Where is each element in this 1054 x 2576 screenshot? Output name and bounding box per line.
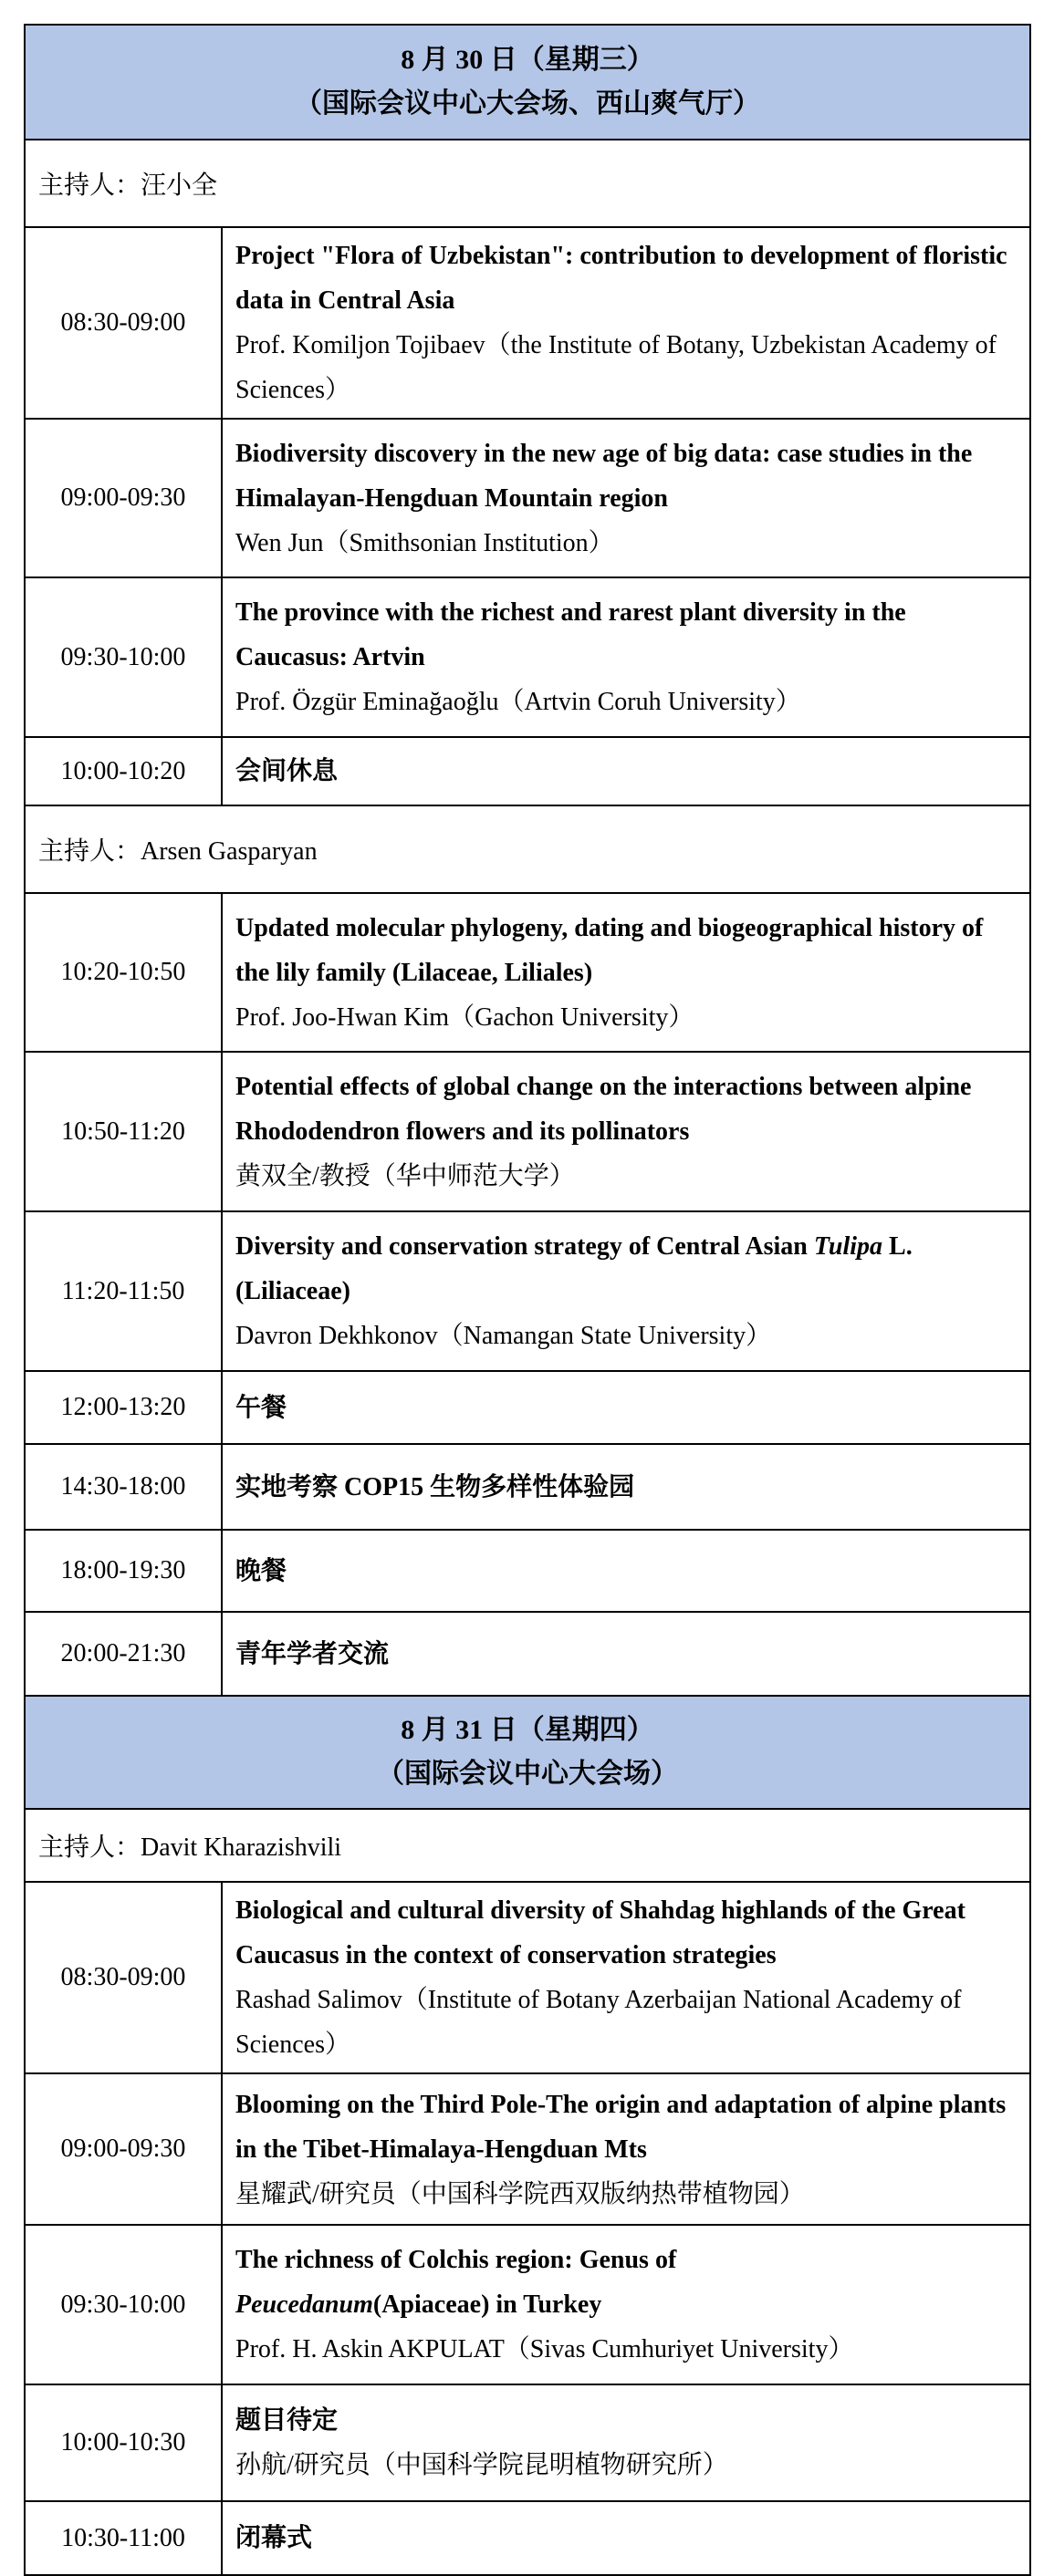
talk-title: Potential effects of global change on the interactions between alpine Rhododendron flowers and its pollinators xyxy=(235,1073,972,1146)
schedule-row xyxy=(26,2072,1029,2224)
event-label: 青年学者交流 xyxy=(235,1639,390,1668)
talk-speaker: 孙航/研究员（中国科学院昆明植物研究所） xyxy=(235,2451,728,2479)
time-slot: 09:00-09:30 xyxy=(26,2074,223,2224)
talk-title-part: L. (Liliaceae) xyxy=(235,1232,913,1305)
talk-cell xyxy=(223,420,1029,576)
time-slot: 18:00-19:30 xyxy=(26,1531,223,1611)
schedule-row xyxy=(26,1443,1029,1529)
talk-speaker: Rashad Salimov（Institute of Botany Azerbaijan National Academy of Sciences） xyxy=(235,1986,962,2059)
talk-title: Biological and cultural diversity of Shahdag highlands of the Great Caucasus in the context of conservation strategies xyxy=(235,1896,965,1969)
talk-cell xyxy=(223,228,1029,418)
schedule-table xyxy=(24,24,1031,2576)
host-label: 主持人：Arsen Gasparyan xyxy=(38,837,318,866)
time-slot: 20:00-21:30 xyxy=(26,1613,223,1695)
event-cell xyxy=(223,738,1029,805)
talk-speaker: Prof. Özgür Eminağaoğlu（Artvin Coruh University） xyxy=(235,688,801,716)
event-cell xyxy=(223,1531,1029,1611)
schedule-row xyxy=(26,736,1029,805)
schedule-row xyxy=(26,1529,1029,1611)
talk-speaker: Prof. Komiljon Tojibaev（the Institute of Botany, Uzbekistan Academy of Sciences） xyxy=(235,331,997,404)
schedule-row xyxy=(26,1051,1029,1210)
day-header xyxy=(26,26,1029,139)
talk-speaker: Prof. H. Askin AKPULAT（Sivas Cumhuriyet University） xyxy=(235,2335,854,2363)
schedule-row xyxy=(26,1370,1029,1443)
day-date: 8 月 30 日（星期三） xyxy=(401,45,654,75)
taxon-name: Tulipa xyxy=(813,1232,883,1261)
event-label: 实地考察 COP15 生物多样性体验园 xyxy=(235,1472,635,1501)
time-slot: 10:50-11:20 xyxy=(26,1053,223,1210)
session-host xyxy=(26,805,1029,892)
event-label: 晚餐 xyxy=(235,1556,287,1585)
talk-title xyxy=(235,2238,1017,2327)
time-slot: 11:20-11:50 xyxy=(26,1212,223,1370)
time-slot: 14:30-18:00 xyxy=(26,1445,223,1529)
schedule-row xyxy=(26,1210,1029,1370)
talk-title: Biodiversity discovery in the new age of big data: case studies in the Himalayan-Hengduan Mountain region xyxy=(235,439,973,513)
talk-title: Updated molecular phylogeny, dating and biogeographical history of the lily family (Lilaceae, Liliales) xyxy=(235,913,984,987)
day-header xyxy=(26,1695,1029,1808)
talk-cell xyxy=(223,2226,1029,2384)
event-label: 闭幕式 xyxy=(235,2524,313,2552)
talk-title: Blooming on the Third Pole-The origin and adaptation of alpine plants in the Tibet-Himalaya-Hengduan Mts xyxy=(235,2090,1007,2164)
event-cell xyxy=(223,1372,1029,1443)
schedule-row xyxy=(26,418,1029,576)
session-host xyxy=(26,139,1029,226)
time-slot: 08:30-09:00 xyxy=(26,1883,223,2072)
event-label: 午餐 xyxy=(235,1393,287,1422)
talk-title-part: Diversity and conservation strategy of Central Asian xyxy=(235,1232,814,1261)
time-slot: 09:00-09:30 xyxy=(26,420,223,576)
talk-speaker: Wen Jun（Smithsonian Institution） xyxy=(235,528,614,557)
schedule-row xyxy=(26,1611,1029,1695)
talk-speaker: 星耀武/研究员（中国科学院西双版纳热带植物园） xyxy=(235,2179,805,2208)
schedule-row xyxy=(26,2384,1029,2500)
talk-cell xyxy=(223,578,1029,736)
talk-title xyxy=(235,1224,1017,1314)
host-label: 主持人：汪小全 xyxy=(38,171,218,200)
talk-cell xyxy=(223,1212,1029,1370)
schedule-row xyxy=(26,2224,1029,2384)
time-slot: 12:00-13:20 xyxy=(26,1372,223,1443)
talk-cell xyxy=(223,2385,1029,2500)
time-slot: 09:30-10:00 xyxy=(26,578,223,736)
talk-title-part: The richness of Colchis region: Genus of xyxy=(235,2246,677,2274)
session-host xyxy=(26,1808,1029,1881)
talk-speaker: 黄双全/教授（华中师范大学） xyxy=(235,1162,575,1190)
schedule-row xyxy=(26,2500,1029,2574)
schedule-row xyxy=(26,226,1029,418)
talk-title-part: (Apiaceae) in Turkey xyxy=(372,2290,602,2319)
talk-speaker: Davron Dekhkonov（Namangan State University） xyxy=(235,1322,772,1350)
talk-title: The province with the richest and rarest plant diversity in the Caucasus: Artvin xyxy=(235,598,906,671)
time-slot: 09:30-10:00 xyxy=(26,2226,223,2384)
event-cell xyxy=(223,2502,1029,2574)
time-slot: 10:20-10:50 xyxy=(26,894,223,1051)
day-date: 8 月 31 日（星期四） xyxy=(401,1715,654,1745)
time-slot: 10:00-10:30 xyxy=(26,2385,223,2500)
talk-title: 题目待定 xyxy=(235,2406,339,2435)
talk-cell xyxy=(223,1883,1029,2072)
day-venue: （国际会议中心大会场、西山爽气厅） xyxy=(295,88,760,119)
talk-cell xyxy=(223,2074,1029,2224)
schedule-row xyxy=(26,1881,1029,2072)
talk-cell xyxy=(223,894,1029,1051)
time-slot: 08:30-09:00 xyxy=(26,228,223,418)
event-cell xyxy=(223,1613,1029,1695)
host-label: 主持人：Davit Kharazishvili xyxy=(38,1833,342,1862)
talk-speaker: Prof. Joo-Hwan Kim（Gachon University） xyxy=(235,1002,694,1032)
time-slot: 10:30-11:00 xyxy=(26,2502,223,2574)
taxon-name: Peucedanum xyxy=(235,2290,373,2319)
event-label: 会间休息 xyxy=(235,757,339,785)
event-cell xyxy=(223,1445,1029,1529)
schedule-row xyxy=(26,576,1029,736)
talk-title: Project "Flora of Uzbekistan": contribution to development of floristic data in Central Asia xyxy=(235,242,1007,315)
talk-cell xyxy=(223,1053,1029,1210)
schedule-row xyxy=(26,892,1029,1051)
day-venue: （国际会议中心大会场） xyxy=(377,1759,678,1789)
time-slot: 10:00-10:20 xyxy=(26,738,223,805)
